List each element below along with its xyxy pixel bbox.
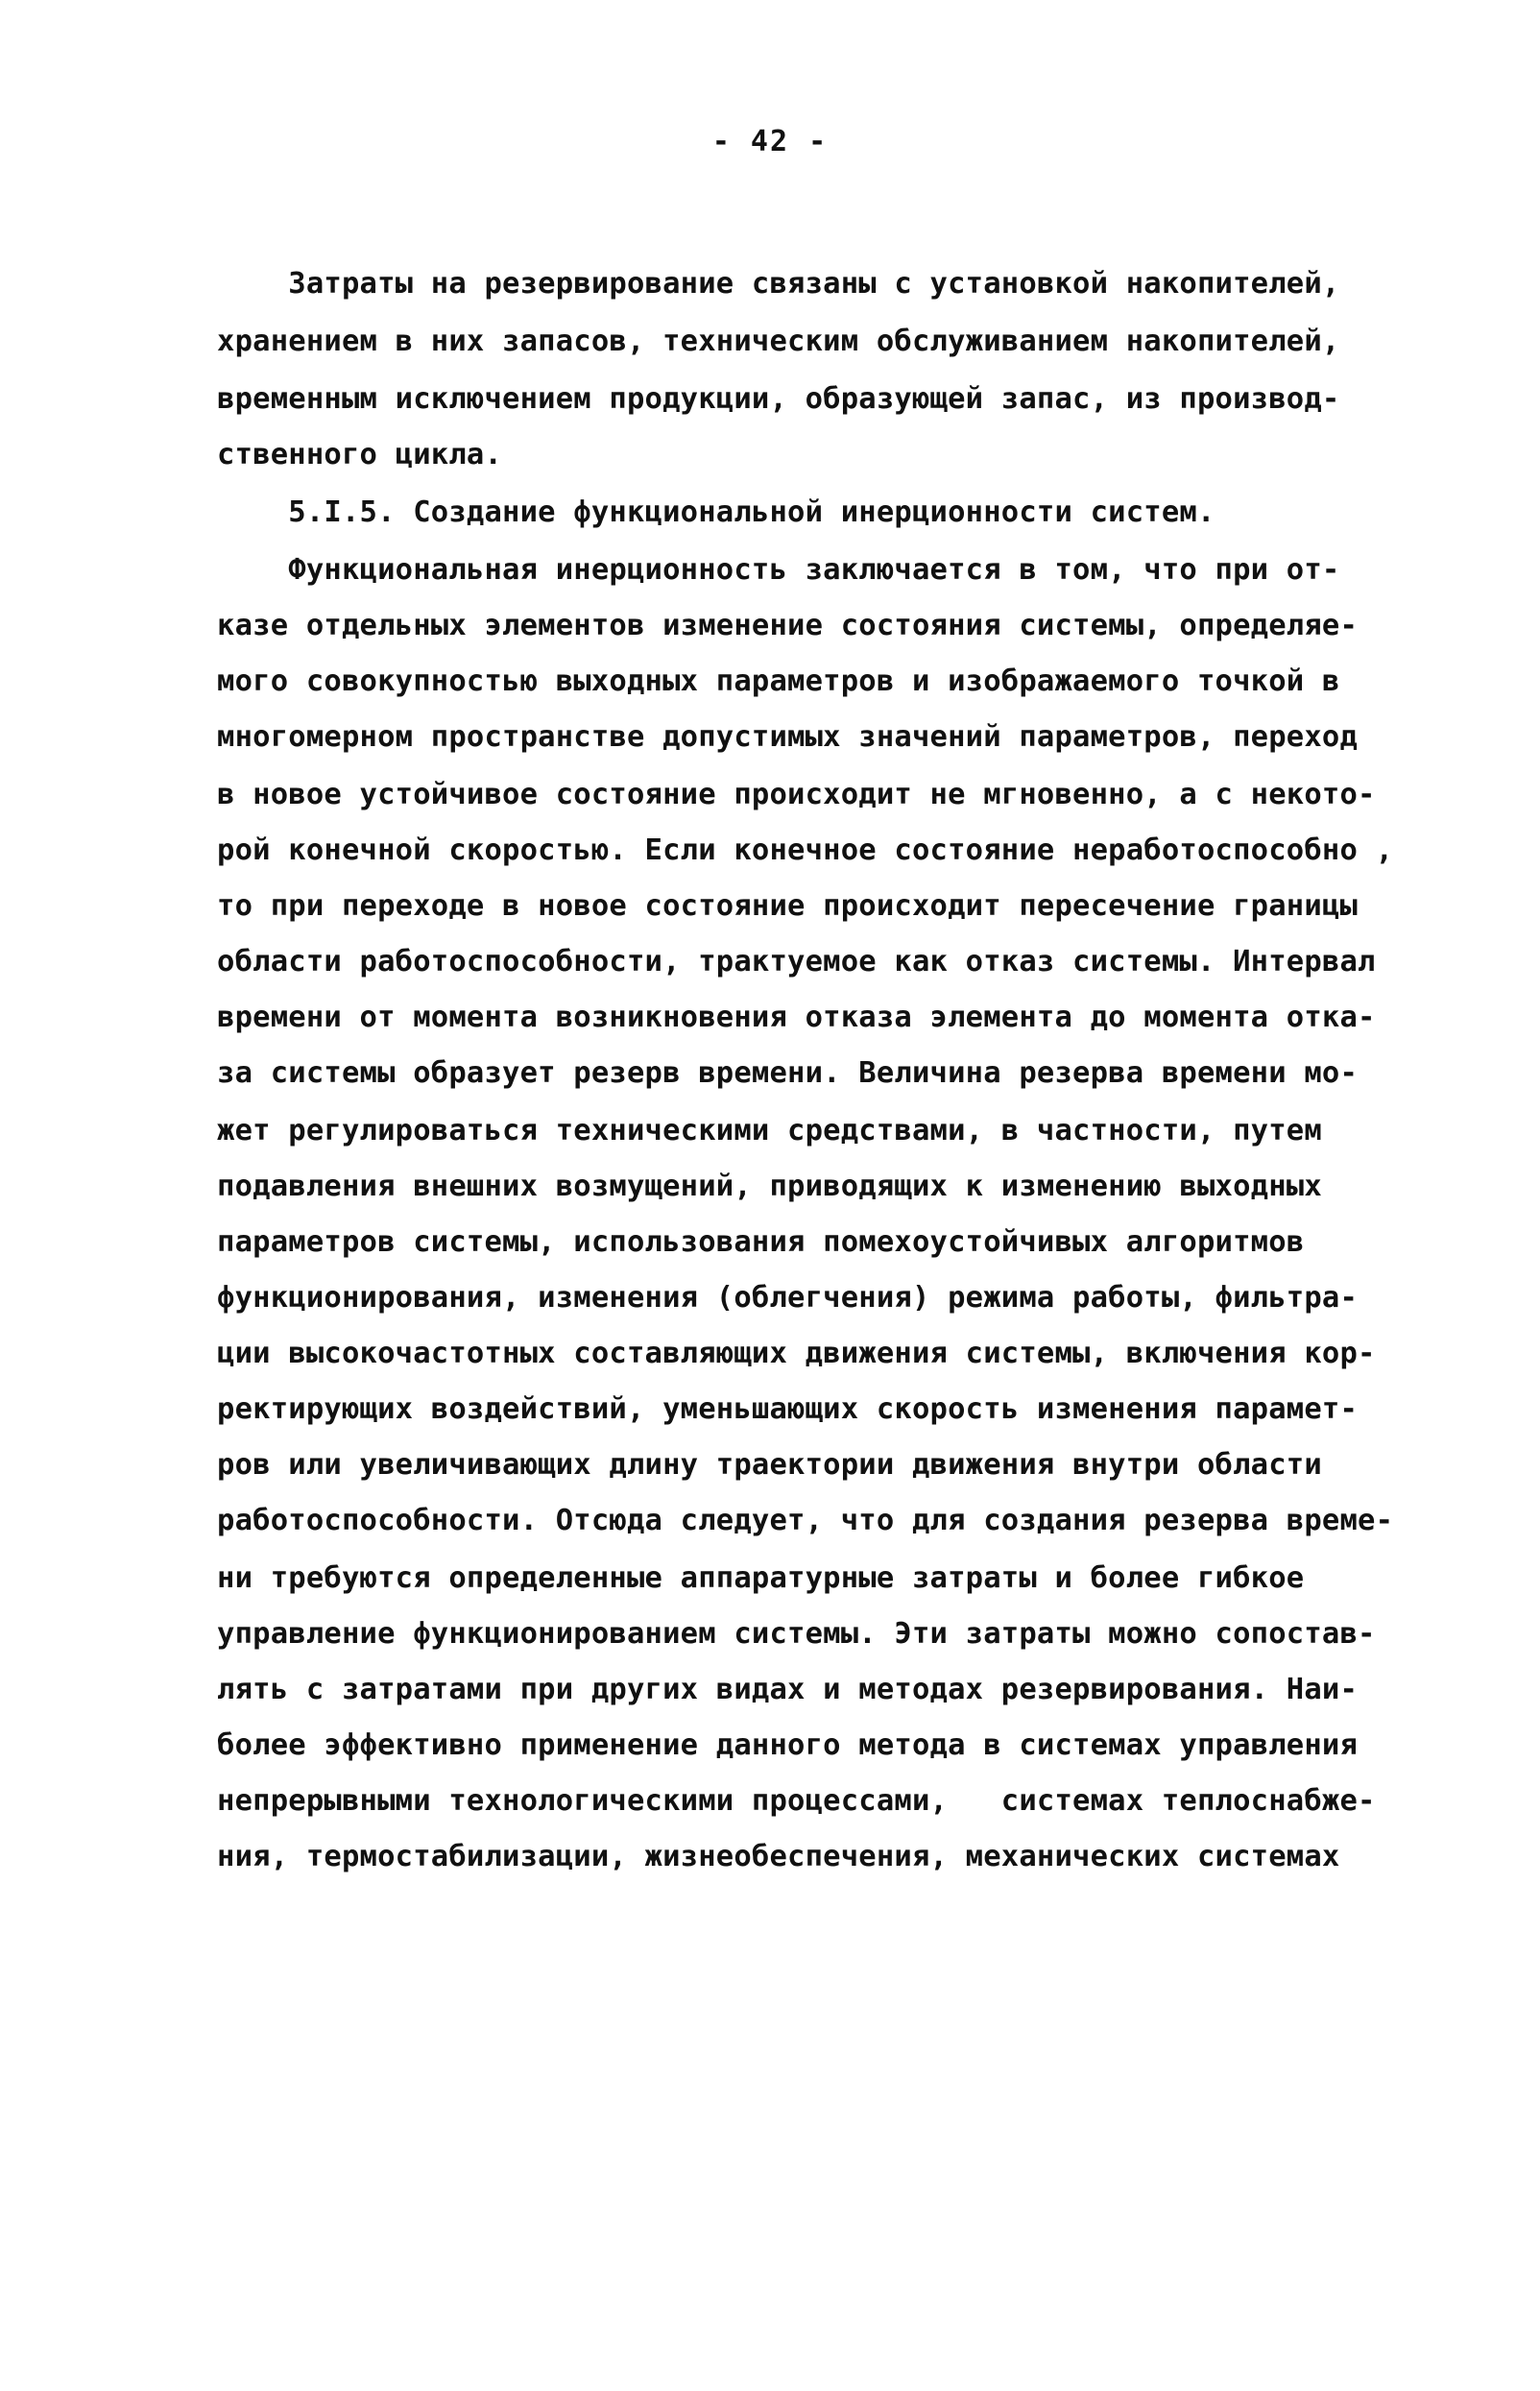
text-line-1: Затраты на резервирование связаны с установкой накопителей, (217, 267, 1340, 301)
text-line-21: ректирующих воздействий, уменьшающих скорость изменения парамет- (217, 1392, 1359, 1426)
text-line-19: функционирования, изменения (облегчения) режима работы, фильтра- (217, 1281, 1359, 1315)
text-line-11: рой конечной скоростью. Если конечное состояние неработоспособно , (217, 833, 1394, 867)
text-line-20: ции высокочастотных составляющих движения системы, включения кор- (217, 1337, 1376, 1370)
page-number: - 42 - (711, 125, 829, 158)
text-line-25: управление функционированием системы. Эти затраты можно сопостав- (217, 1617, 1376, 1651)
text-line-2: хранением в них запасов, техническим обслуживанием накопителей, (217, 325, 1340, 358)
text-line-10: в новое устойчивое состояние происходит не мгновенно, а с некото- (217, 778, 1376, 811)
text-line-16: жет регулироваться техническими средствами, в частности, путем (217, 1114, 1322, 1147)
text-line-9: многомерном пространстве допустимых значений параметров, переход (217, 720, 1359, 754)
section-heading: 5.I.5. Создание функциональной инерционности систем. (217, 495, 1215, 529)
text-line-22: ров или увеличивающих длину траектории движения внутри области (217, 1448, 1322, 1482)
text-line-18: параметров системы, использования помехоустойчивых алгоритмов (217, 1225, 1305, 1259)
text-line-6: Функциональная инерционность заключается в том, что при от- (217, 553, 1340, 587)
text-line-4: ственного цикла. (217, 438, 503, 471)
text-line-28: непрерывными технологическими процессами, системах теплоснабже- (217, 1784, 1376, 1818)
text-line-17: подавления внешних возмущений, приводящих к изменению выходных (217, 1170, 1322, 1203)
text-line-7: казе отдельных элементов изменение состояния системы, определяе- (217, 609, 1359, 642)
text-line-14: времени от момента возникновения отказа элемента до момента отка- (217, 1001, 1376, 1034)
text-line-26: лять с затратами при других видах и методах резервирования. Наи- (217, 1673, 1359, 1706)
text-line-3: временным исключением продукции, образующей запас, из производ- (217, 382, 1340, 416)
text-line-8: мого совокупностью выходных параметров и изображаемого точкой в (217, 664, 1340, 698)
text-line-13: области работоспособности, трактуемое как отказ системы. Интервал (217, 945, 1376, 978)
text-line-23: работоспособности. Отсюда следует, что для создания резерва време- (217, 1504, 1394, 1537)
text-line-15: за системы образует резерв времени. Величина резерва времени мо- (217, 1056, 1359, 1090)
text-line-12: то при переходе в новое состояние происходит пересечение границы (217, 889, 1359, 923)
text-line-24: ни требуются определенные аппаратурные затраты и более гибкое (217, 1561, 1305, 1595)
text-line-27: более эффективно применение данного метода в системах управления (217, 1728, 1359, 1762)
text-line-29: ния, термостабилизации, жизнеобеспечения, механических системах (217, 1840, 1340, 1873)
